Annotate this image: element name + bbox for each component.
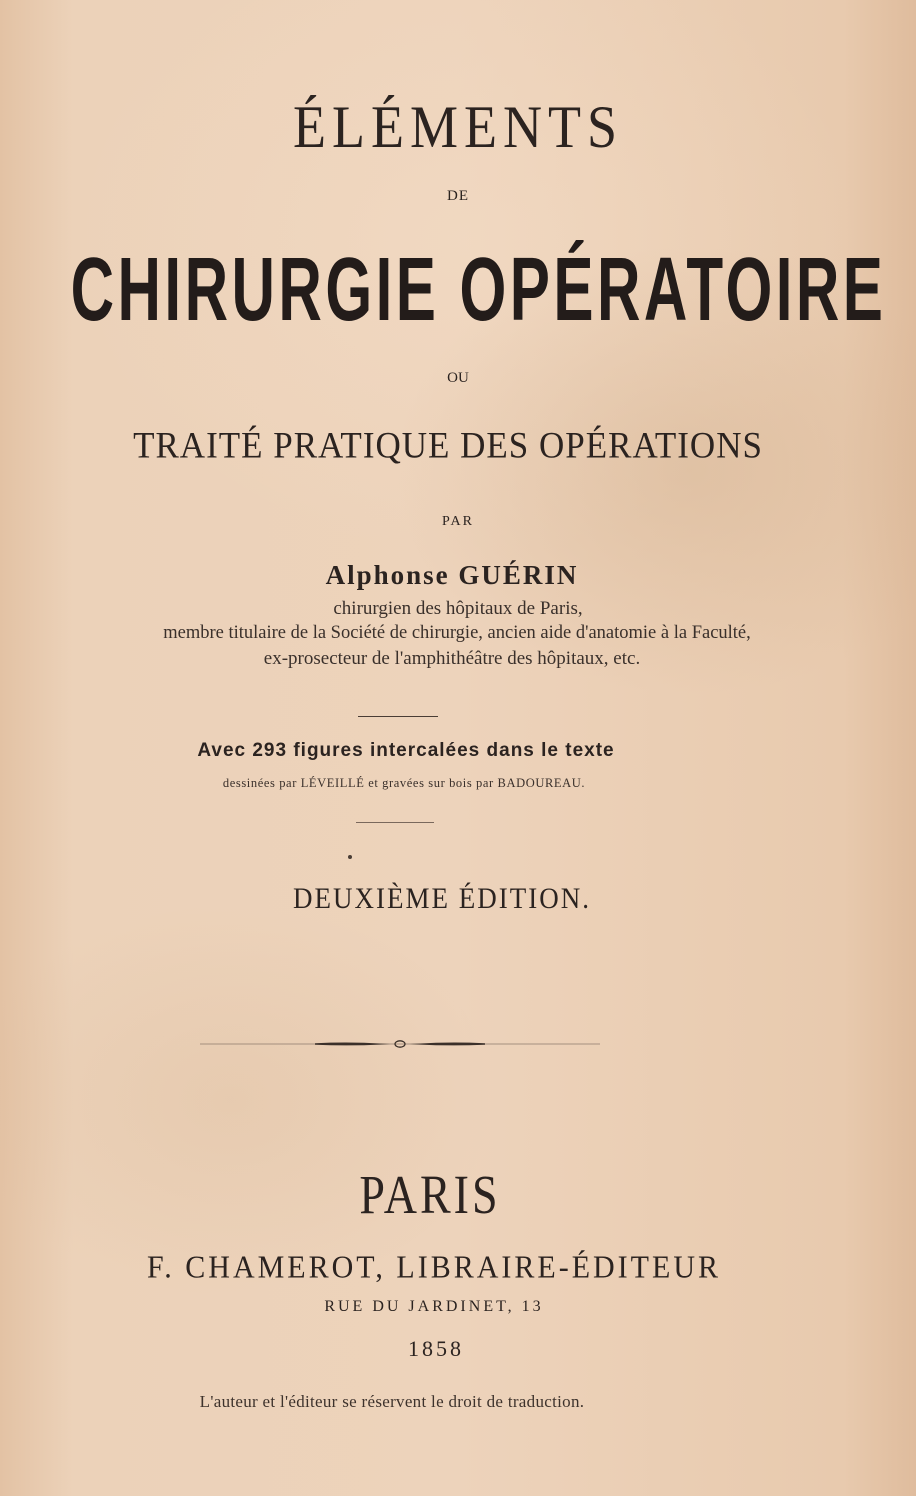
city-name: PARIS: [359, 1163, 501, 1226]
publication-year: 1858: [408, 1336, 464, 1361]
flourish-divider-icon: [200, 1036, 600, 1052]
divider-rule-1: [358, 716, 438, 717]
author-credential-3: ex-prosecteur de l'amphithéâtre des hôpitaux, etc.: [263, 648, 641, 669]
connector-de: DE: [447, 188, 469, 204]
author-credential-2: membre titulaire de la Société de chirurgie, ancien aide d'anatomie à la Faculté,: [163, 623, 751, 643]
figures-line: Avec 293 figures intercalées dans le texte: [197, 740, 615, 761]
rights-notice: L'auteur et l'éditeur se réservent le droit de traduction.: [199, 1392, 585, 1411]
connector-par: PAR: [442, 514, 474, 529]
main-title: CHIRURGIE OPÉRATOIRE: [70, 239, 887, 340]
dot-ornament: [348, 855, 352, 859]
divider-rule-2: [356, 822, 434, 823]
connector-ou: OU: [447, 370, 469, 386]
author-credential-1: chirurgien des hôpitaux de Paris,: [333, 598, 583, 619]
publisher-name: F. CHAMEROT, LIBRAIRE-ÉDITEUR: [146, 1250, 722, 1285]
author-name: Alphonse GUÉRIN: [325, 560, 579, 590]
subtitle: TRAITÉ PRATIQUE DES OPÉRATIONS: [133, 425, 763, 466]
publisher-address: RUE DU JARDINET, 13: [324, 1298, 544, 1315]
illustrators-line: dessinées par LÉVEILLÉ et gravées sur bois par BADOUREAU.: [222, 776, 586, 790]
title-line-1: ÉLÉMENTS: [293, 93, 623, 161]
edition-line: DEUXIÈME ÉDITION.: [293, 881, 591, 915]
